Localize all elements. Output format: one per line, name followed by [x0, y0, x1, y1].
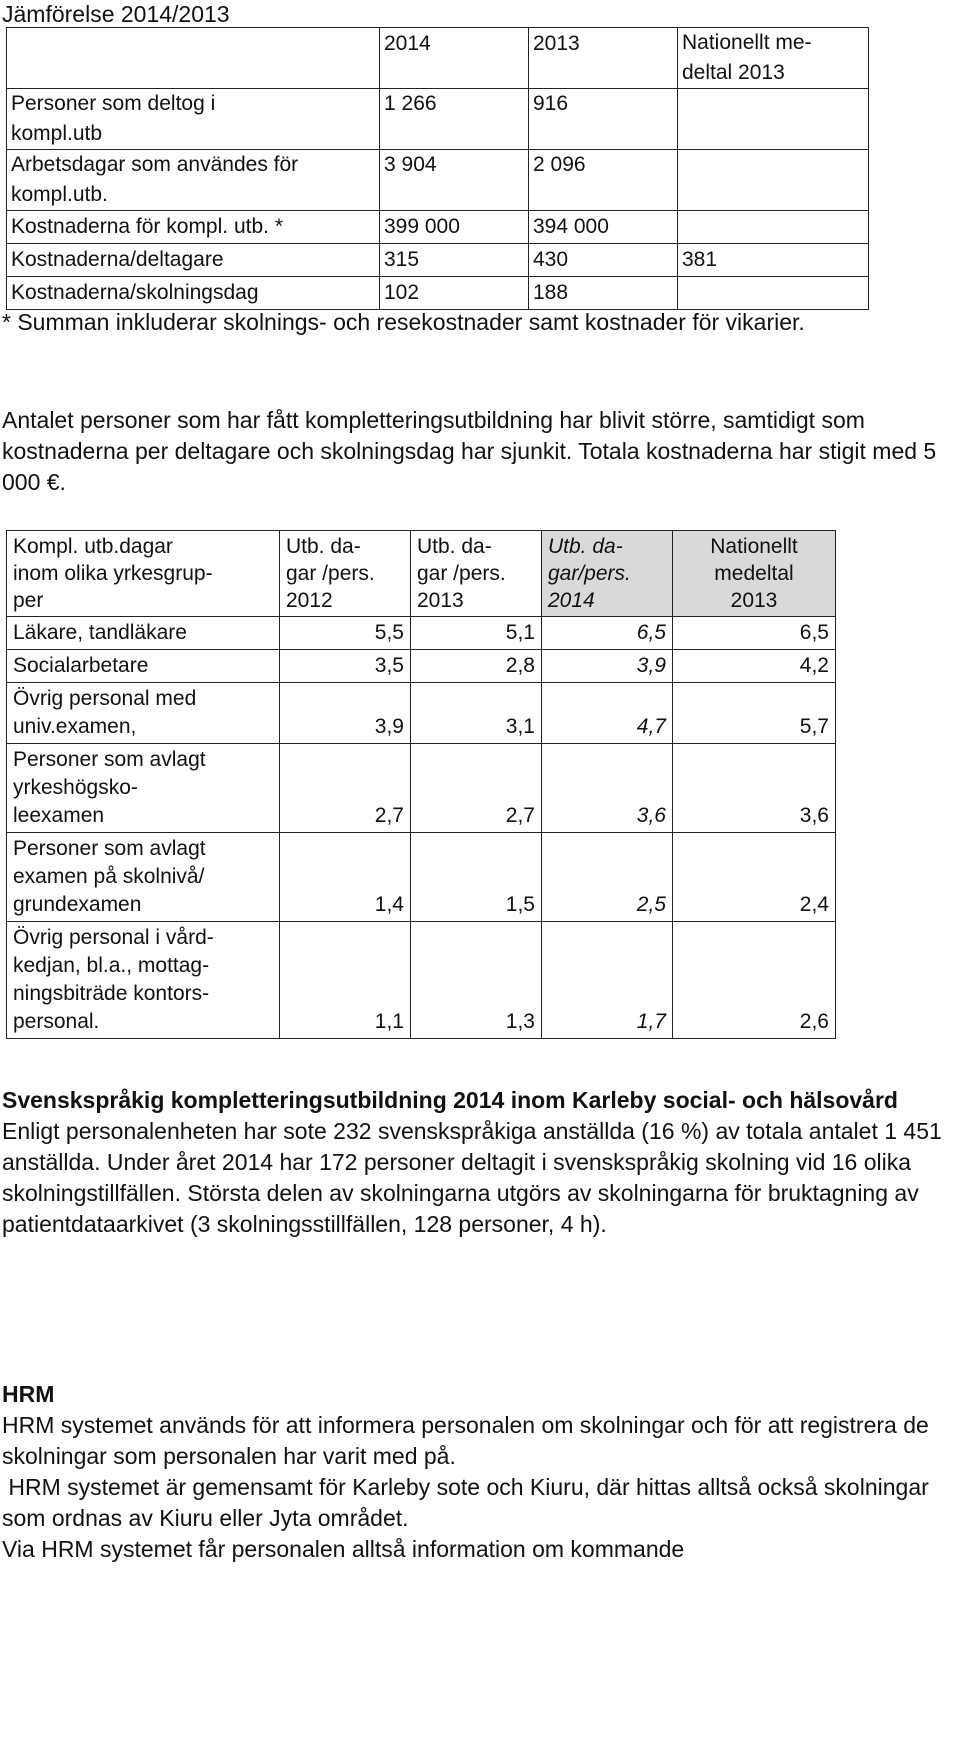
table-cell: 4,7 — [542, 683, 673, 744]
section-body: Enligt personalenheten har sote 232 svenskspråkiga anställda (16 %) av totala antalet 1 451 anställda. Under året 2014 har 172 personer deltagit i svenskspråkig skolning vid 16 olika skolningstillfällen. Största delen av skolningarna utgörs av skolningarna för bruktagning av patientdataarkivet (3 skolningsstillfällen, 128 personer, 4 h). — [2, 1118, 942, 1237]
training-days-table — [6, 530, 836, 1039]
table-row — [7, 650, 836, 683]
table-row — [7, 277, 869, 310]
table-cell: 5,5 — [280, 617, 411, 650]
table-header-row — [7, 28, 869, 89]
table-cell: Kostnaderna/skolningsdag — [7, 277, 380, 310]
table-cell: 3,6 — [542, 744, 673, 833]
table-cell — [678, 150, 869, 211]
table-cell: 3,9 — [542, 650, 673, 683]
table-header-cell: Kompl. utb.dagar inom olika yrkesgrup- per — [7, 531, 280, 617]
table-footnote: * Summan inkluderar skolnings- och resekostnader samt kostnader för vikarier. — [2, 309, 805, 335]
section-hrm — [2, 1379, 948, 1565]
table-cell: Personer som avlagt yrkeshögsko- leexamen — [7, 744, 280, 833]
table-header-cell: 2013 — [529, 28, 678, 89]
table-cell: 4,2 — [673, 650, 836, 683]
table-cell: 3,9 — [280, 683, 411, 744]
table-header-cell: Nationellt medeltal 2013 — [673, 531, 836, 617]
table-row — [7, 150, 869, 211]
table-cell: 6,5 — [542, 617, 673, 650]
table-cell: 2,6 — [673, 922, 836, 1039]
table-row — [7, 211, 869, 244]
table-header-row — [7, 531, 836, 617]
table-cell: 394 000 — [529, 211, 678, 244]
summary-paragraph: Antalet personer som har fått kompletteringsutbildning har blivit större, samtidigt som kostnaderna per deltagare och skolningsdag har sjunkit. Totala kostnaderna har stigit med 5 000 €. — [2, 407, 937, 495]
table-cell: 188 — [529, 277, 678, 310]
table-cell: 3,1 — [411, 683, 542, 744]
table-row — [7, 89, 869, 150]
table-cell: Socialarbetare — [7, 650, 280, 683]
table-cell: 1 266 — [380, 89, 529, 150]
table-cell: Personer som deltog i kompl.utb — [7, 89, 380, 150]
table-cell: 3,6 — [673, 744, 836, 833]
section-heading: Svenskspråkig kompletteringsutbildning 2014 inom Karleby social- och hälsovård — [2, 1087, 898, 1113]
table-cell: 315 — [380, 244, 529, 277]
table-header-cell: Utb. da- gar/pers. 2014 — [542, 531, 673, 617]
table-row — [7, 833, 836, 922]
table-cell: 3 904 — [380, 150, 529, 211]
table-cell: 1,4 — [280, 833, 411, 922]
table-cell: 1,5 — [411, 833, 542, 922]
table-cell: 2 096 — [529, 150, 678, 211]
table-row — [7, 744, 836, 833]
table-cell: 2,7 — [411, 744, 542, 833]
table-cell — [678, 211, 869, 244]
section-line: HRM systemet används för att informera personalen om skolningar och för att registrera de skolningar som personalen har varit med på. — [2, 1412, 929, 1469]
table-cell: 2,7 — [280, 744, 411, 833]
table-cell: 1,1 — [280, 922, 411, 1039]
table-cell: Kostnaderna för kompl. utb. * — [7, 211, 380, 244]
table-cell — [678, 89, 869, 150]
table-cell: 399 000 — [380, 211, 529, 244]
table-row — [7, 244, 869, 277]
table-cell: 430 — [529, 244, 678, 277]
table-cell: Övrig personal i vård- kedjan, bl.a., mottag- ningsbiträde kontors- personal. — [7, 922, 280, 1039]
table-cell: 1,7 — [542, 922, 673, 1039]
page-title: Jämförelse 2014/2013 — [2, 1, 230, 27]
table-cell: 102 — [380, 277, 529, 310]
table-row — [7, 617, 836, 650]
table-cell: 1,3 — [411, 922, 542, 1039]
section-swedish-training — [2, 1085, 948, 1240]
table-cell: 2,8 — [411, 650, 542, 683]
table-cell: 2,5 — [542, 833, 673, 922]
table-cell: 3,5 — [280, 650, 411, 683]
table-cell: 916 — [529, 89, 678, 150]
table-header-cell: 2014 — [380, 28, 529, 89]
table-cell: 5,7 — [673, 683, 836, 744]
comparison-table — [6, 27, 869, 310]
section-line: HRM systemet är gemensamt för Karleby sote och Kiuru, där hittas alltså också skolningar som ordnas av Kiuru eller Jyta området. — [2, 1474, 936, 1531]
table-cell: Personer som avlagt examen på skolnivå/ grundexamen — [7, 833, 280, 922]
table-cell: Arbetsdagar som användes för kompl.utb. — [7, 150, 380, 211]
section-heading: HRM — [2, 1381, 55, 1407]
table-cell: 381 — [678, 244, 869, 277]
table-header-cell: Utb. da- gar /pers. 2013 — [411, 531, 542, 617]
table-row — [7, 922, 836, 1039]
table-cell: 5,1 — [411, 617, 542, 650]
table-cell: 2,4 — [673, 833, 836, 922]
table-row — [7, 683, 836, 744]
table-cell: Övrig personal med univ.examen, — [7, 683, 280, 744]
table-header-cell: Utb. da- gar /pers. 2012 — [280, 531, 411, 617]
table-cell: Läkare, tandläkare — [7, 617, 280, 650]
table-cell: Kostnaderna/deltagare — [7, 244, 380, 277]
section-line: Via HRM systemet får personalen alltså information om kommande — [2, 1536, 685, 1562]
table-header-cell: Nationellt me- deltal 2013 — [678, 28, 869, 89]
table-cell — [678, 277, 869, 310]
table-cell: 6,5 — [673, 617, 836, 650]
table-header-cell — [7, 28, 380, 89]
